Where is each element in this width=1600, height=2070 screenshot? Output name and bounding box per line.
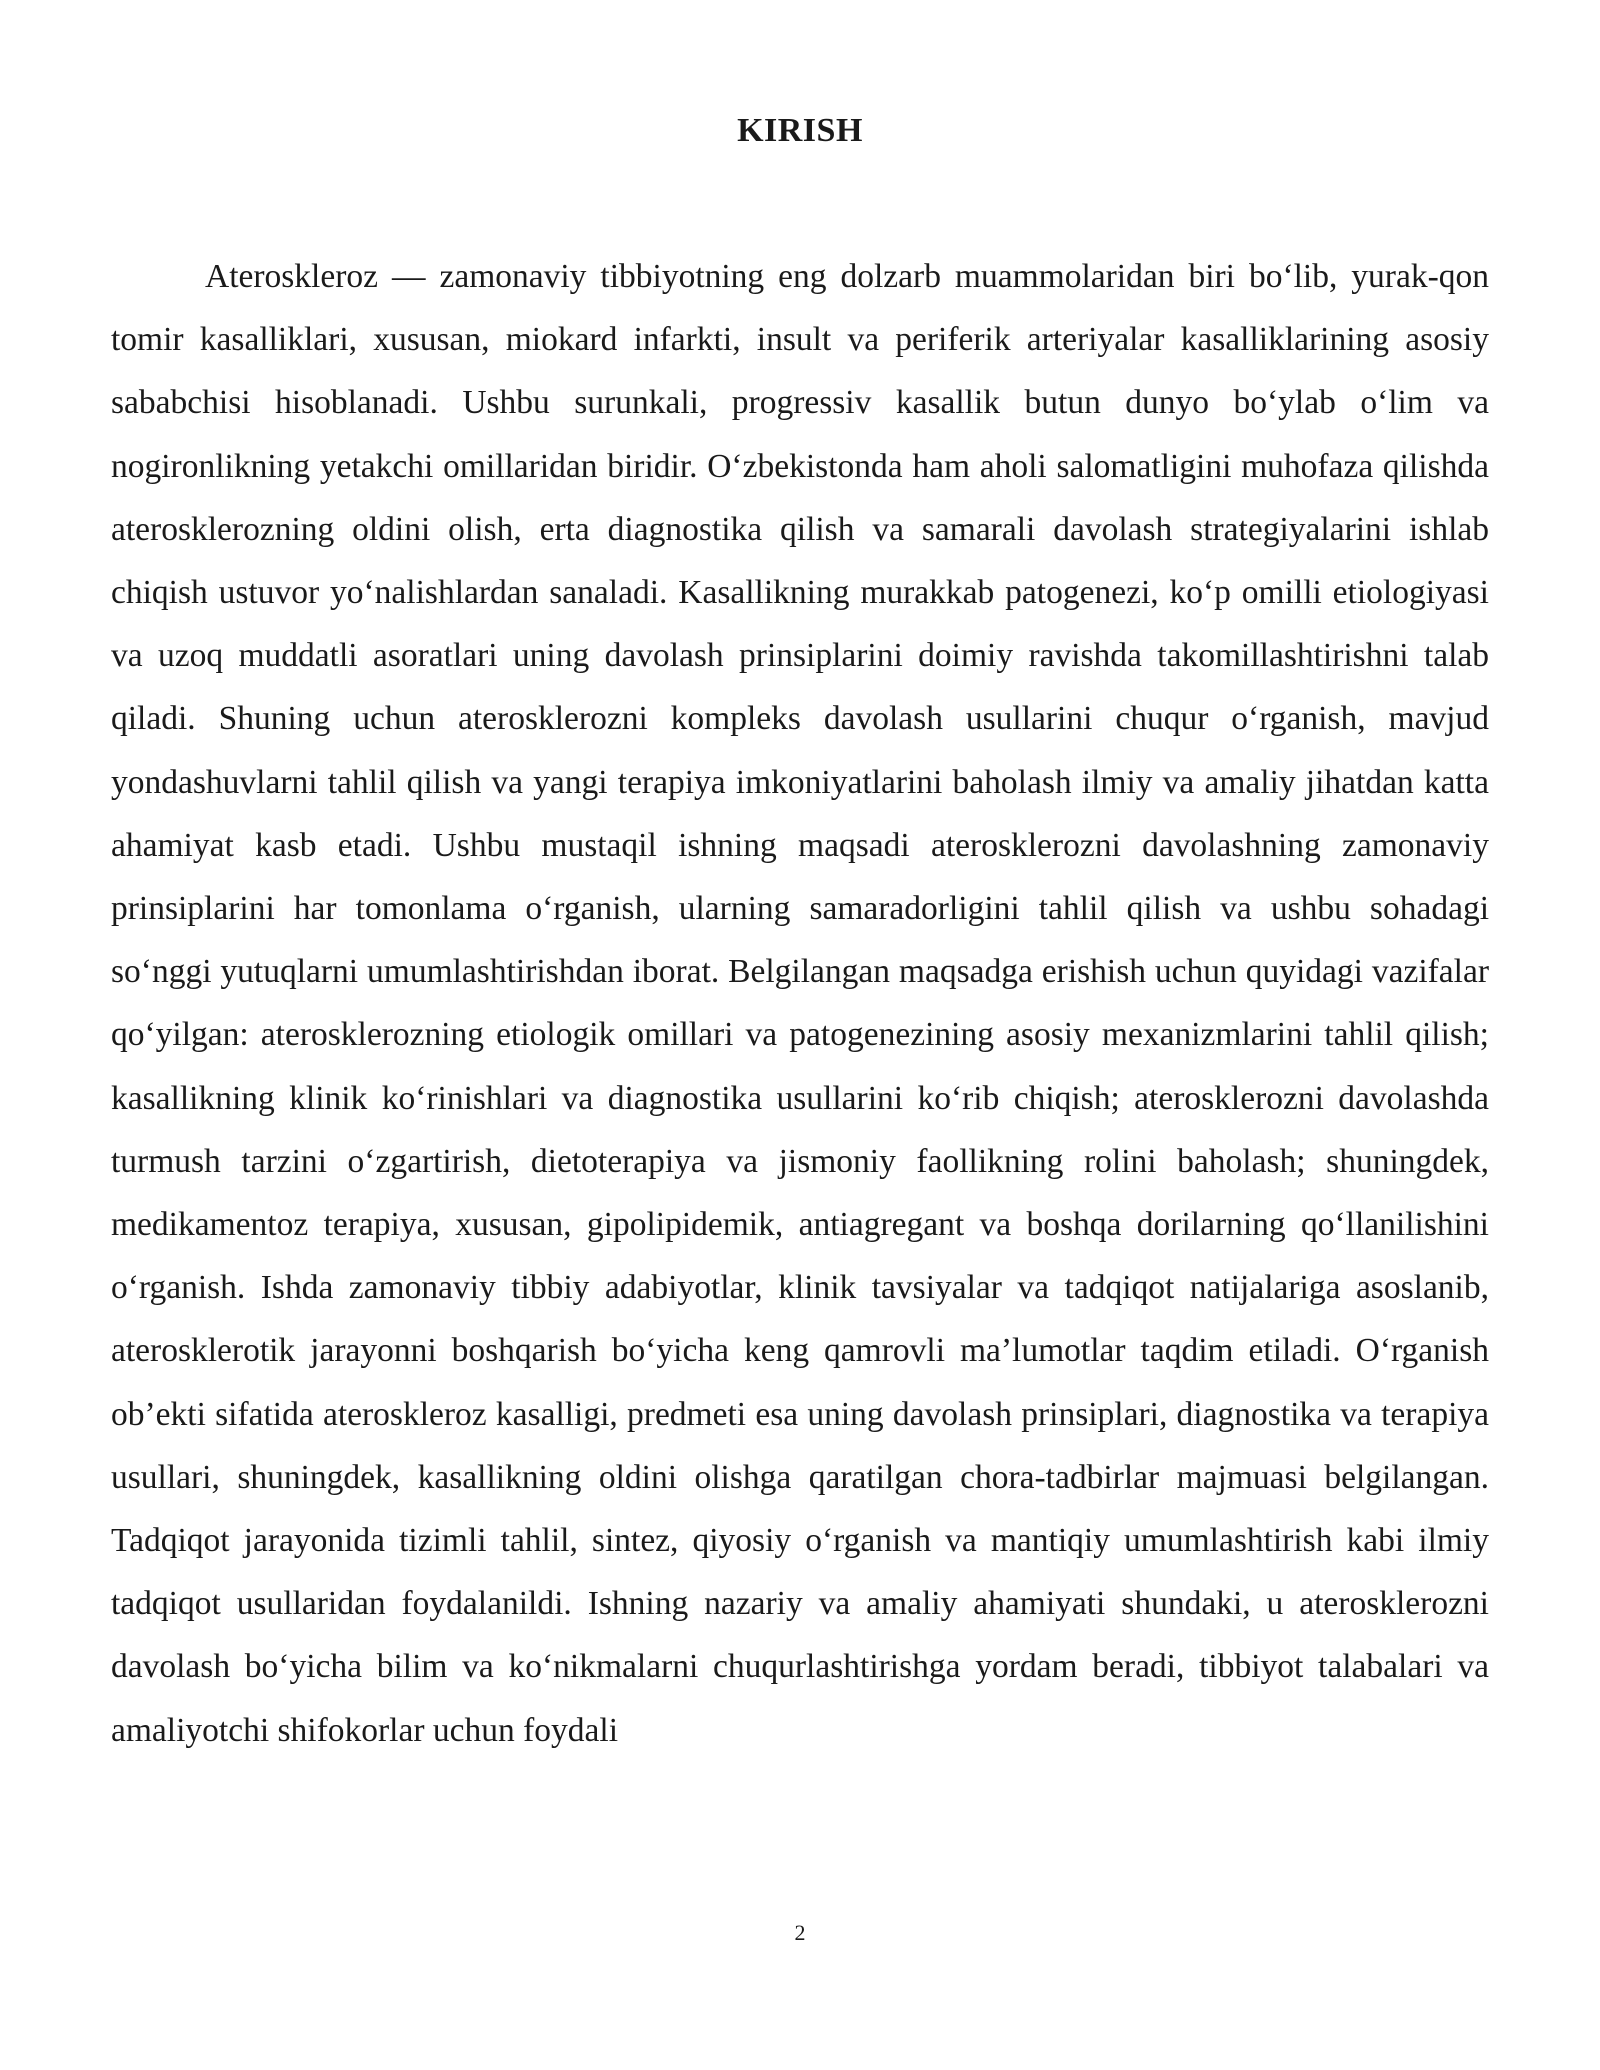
page-title: KIRISH: [737, 112, 863, 149]
body-paragraph: Ateroskleroz — zamonaviy tibbiyotning eng dolzarb muammolaridan biri bo‘lib, yurak-qon tomir kasalliklari, xususan, miokard infarkti, insult va periferik arteriyalar kasalliklarining asosiy sababchisi hisoblanadi. Ushbu surunkali, progressiv kasallik butun dunyo bo‘ylab o‘lim va nogironlikning yetakchi omillaridan biridir. O‘zbekistonda ham aholi salomatligini muhofaza qilishda aterosklerozning oldini olish, erta diagnostika qilish va samarali davolash strategiyalarini ishlab chiqish ustuvor yo‘nalishlardan sanaladi. Kasallikning murakkab patogenezi, ko‘p omilli etiologiyasi va uzoq muddatli asoratlari uning davolash prinsiplarini doimiy ravishda takomillashtirishni talab qiladi. Shuning uchun aterosklerozni kompleks davolash usullarini chuqur o‘rganish, mavjud yondashuvlarni tahlil qilish va yangi terapiya imkoniyatlarini baholash ilmiy va amaliy jihatdan katta ahamiyat kasb etadi. Ushbu mustaqil ishning maqsadi aterosklerozni davolashning zamonaviy prinsiplarini har tomonlama o‘rganish, ularning samaradorligini tahlil qilish va ushbu sohadagi so‘nggi yutuqlarni umumlashtirishdan iborat. Belgilangan maqsadga erishish uchun quyidagi vazifalar qo‘yilgan: aterosklerozning etiologik omillari va patogenezining asosiy mexanizmlarini tahlil qilish; kasallikning klinik ko‘rinishlari va diagnostika usullarini ko‘rib chiqish; aterosklerozni davolashda turmush tarzini o‘zgartirish, dietoterapiya va jismoniy faollikning rolini baholash; shuningdek, medikamentoz terapiya, xususan, gipolipidemik, antiagregant va boshqa dorilarning qo‘llanilishini o‘rganish. Ishda zamonaviy tibbiy adabiyotlar, klinik tavsiyalar va tadqiqot natijalariga asoslanib, aterosklerotik jarayonni boshqarish bo‘yicha keng qamrovli ma’lumotlar taqdim etiladi. O‘rganish ob’ekti sifatida ateroskleroz kasalligi, predmeti esa uning davolash prinsiplari, diagnostika va terapiya usullari, shuningdek, kasallikning oldini olishga qaratilgan chora-tadbirlar majmuasi belgilangan. Tadqiqot jarayonida tizimli tahlil, sintez, qiyosiy o‘rganish va mantiqiy umumlashtirish kabi ilmiy tadqiqot usullaridan foydalanildi. Ishning nazariy va amaliy ahamiyati shundaki, u aterosklerozni davolash bo‘yicha bilim va ko‘nikmalarni chuqurlashtirishga yordam beradi, tibbiyot talabalari va amaliyotchi shifokorlar uchun foydali: [111, 258, 1489, 1749]
page-number: 2: [794, 1920, 806, 1945]
